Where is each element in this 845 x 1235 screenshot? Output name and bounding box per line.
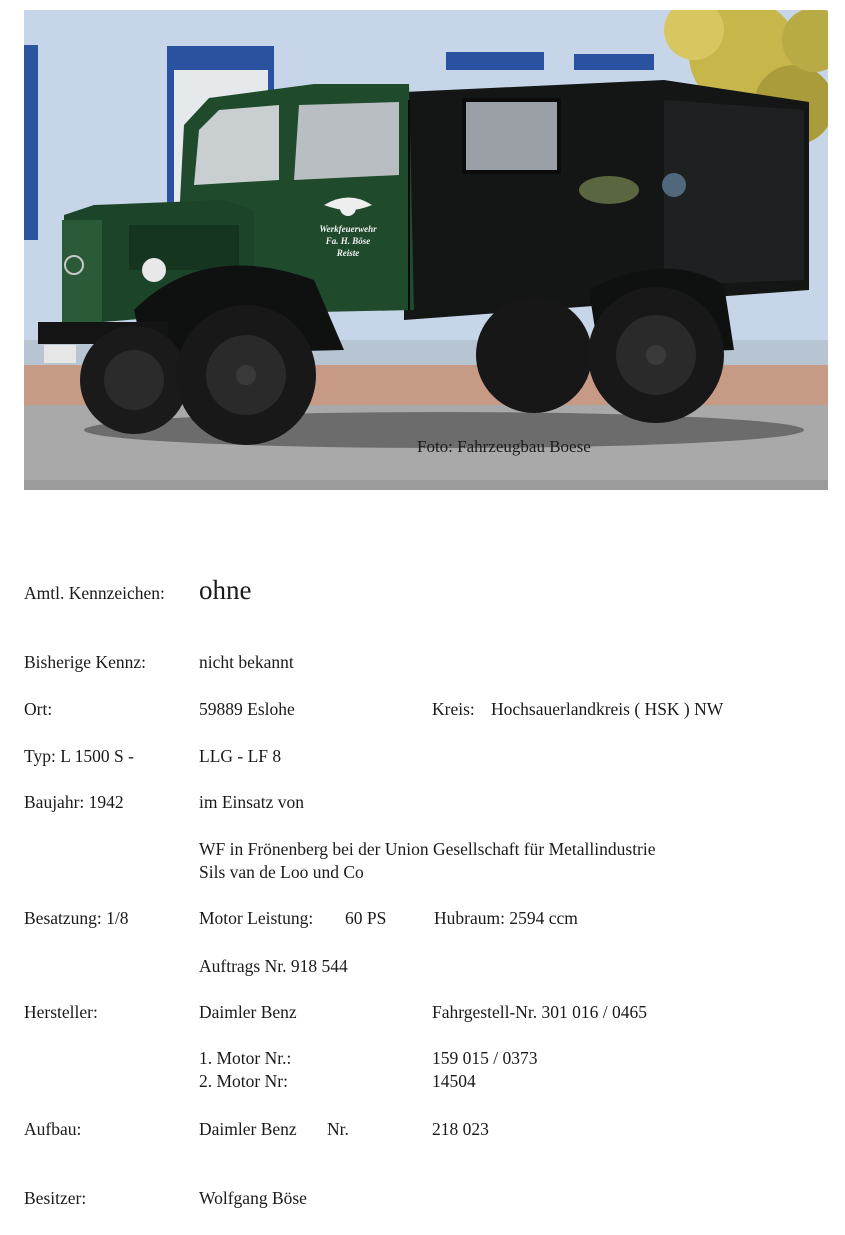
baujahr-label: Baujahr: 1942 [24,792,124,812]
kennzeichen-value: ohne [199,575,252,605]
emblem-line-2: Fa. H. Böse [325,236,371,246]
vehicle-photo [24,10,828,490]
bisherige-label: Bisherige Kennz: [24,652,146,672]
besatzung-label: Besatzung: 1/8 [24,908,129,928]
kreis-value: Hochsauerlandkreis ( HSK ) NW [491,699,724,719]
ort-value: 59889 Eslohe [199,699,295,719]
kennzeichen-label: Amtl. Kennzeichen: [24,583,165,603]
motor2-value: 14504 [432,1071,476,1091]
fahrgestell-nr: Fahrgestell-Nr. 301 016 / 0465 [432,1002,648,1022]
fire-truck-illustration [24,10,828,490]
photo-caption: Foto: Fahrzeugbau Boese [417,437,591,456]
aufbau-nr-label: Nr. [327,1119,349,1139]
emblem-line-3: Reiste [336,248,360,258]
aufbau-label: Aufbau: [24,1119,82,1139]
einsatz-line-2: Sils van de Loo und Co [199,862,364,882]
kreis-label: Kreis: [432,699,475,719]
bisherige-value: nicht bekannt [199,652,294,672]
besitzer-value: Wolfgang Böse [199,1188,307,1208]
motor2-label: 2. Motor Nr: [199,1071,288,1091]
aufbau-value: Daimler Benz [199,1119,297,1139]
typ-label: Typ: L 1500 S - [24,746,134,766]
einsatz-label: im Einsatz von [199,792,304,812]
emblem-line-1: Werkfeuerwehr [319,224,377,234]
motor-leistung-value: 60 PS [345,908,387,928]
hersteller-label: Hersteller: [24,1002,98,1022]
aufbau-nr-value: 218 023 [432,1119,489,1139]
typ-value: LLG - LF 8 [199,746,282,766]
besitzer-label: Besitzer: [24,1188,87,1208]
einsatz-line-1: WF in Frönenberg bei der Union Gesellschaft für Metallindustrie [199,839,656,859]
hersteller-value: Daimler Benz [199,1002,297,1022]
motor1-value: 159 015 / 0373 [432,1048,538,1068]
motor1-label: 1. Motor Nr.: [199,1048,292,1068]
ort-label: Ort: [24,699,53,719]
auftrags-nr: Auftrags Nr. 918 544 [199,956,348,976]
hubraum: Hubraum: 2594 ccm [434,908,578,928]
motor-leistung-label: Motor Leistung: [199,908,314,928]
